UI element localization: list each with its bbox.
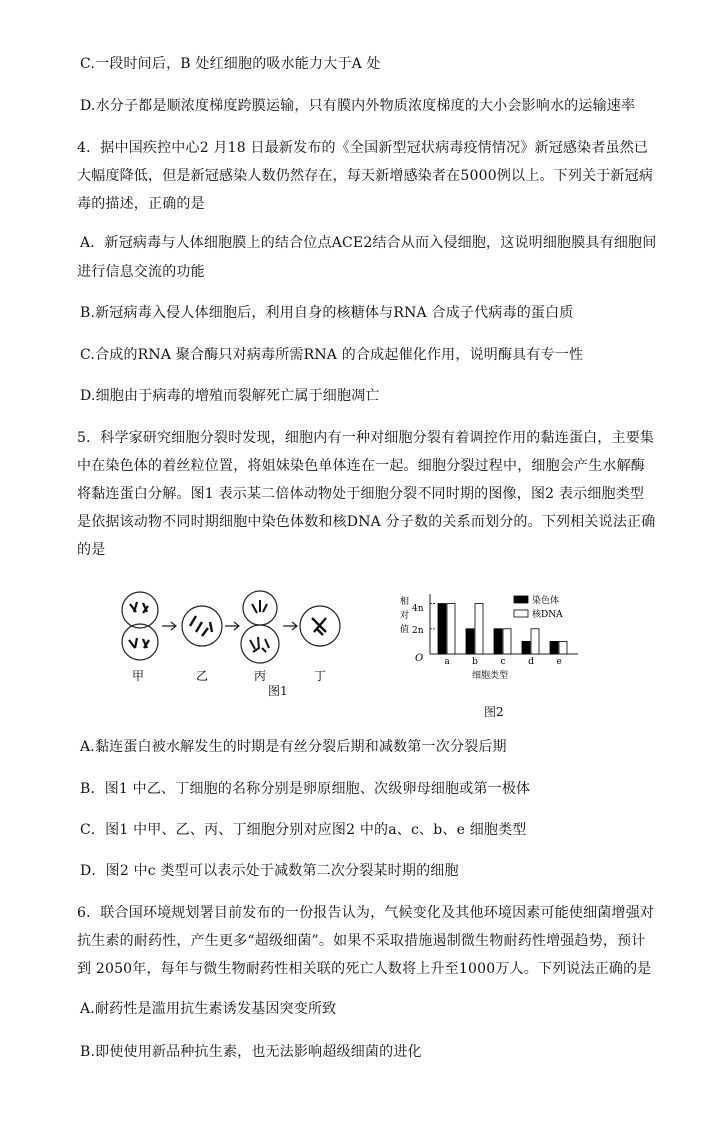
q5-option-d: D．图2 中c 类型可以表示处于减数第二次分裂某时期的细胞 <box>80 863 459 879</box>
bar-e-dna <box>559 641 567 654</box>
q6-stem-line-3: 到 2050年，每年与微生物耐药性相关联的死亡人数将上升至1000万人。下列说法正确的是 <box>77 961 652 977</box>
bar-b-dna <box>475 604 483 654</box>
q5-stem-line-3: 将黏连蛋白分解。图1 表示某二倍体动物处于细胞分裂不同时期的图像，图2 表示细胞类型 <box>77 486 645 502</box>
figure-2-bar-chart <box>390 586 600 686</box>
legend-label-chromosome: 染色体 <box>532 596 560 606</box>
legend-swatch-chromosome <box>514 596 528 603</box>
q5-stem-line-4: 是依据该动物不同时期细胞中染色体数和核DNA 分子数的关系而划分的。下列相关说法正确 <box>77 514 656 530</box>
bar-b-chromosome <box>466 629 474 654</box>
q6-stem-line-2: 抗生素的耐药性，产生更多“超级细菌”。如果不采取措施遏制微生物耐药性增强趋势，预计 <box>77 933 646 949</box>
q6-option-a: A.耐药性是滥用抗生素诱发基因突变所致 <box>80 1001 337 1017</box>
arrow-icon <box>225 622 239 630</box>
q4-stem-line-3: 毒的描述，正确的是 <box>77 196 205 212</box>
q5-option-c: C．图1 中甲、乙、丙、丁细胞分别对应图2 中的a、c、b、e 细胞类型 <box>80 822 527 838</box>
figure-1-caption: 图1 <box>268 684 288 698</box>
cell-yi-icon <box>182 606 222 646</box>
bar-e-chromosome <box>550 641 558 654</box>
q4-stem-line-2: 大幅度降低，但是新冠感染人数仍然存在，每天新增感染者在5000例以上。下列关于新冠病 <box>77 168 654 184</box>
chart-xlabel: 细胞类型 <box>471 671 509 681</box>
x-tick-e: e <box>556 657 562 667</box>
legend-swatch-dna <box>514 610 528 617</box>
chart-ytick-2n: 2n <box>412 626 424 636</box>
legend-label-dna: 核DNA <box>532 610 563 620</box>
bar-d-chromosome <box>522 641 530 654</box>
bar-a-chromosome <box>438 604 446 654</box>
cell-jia-icon <box>122 592 158 660</box>
fig1-label-bing: 丙 <box>253 669 267 683</box>
q5-stem-line-5: 的是 <box>77 542 106 558</box>
q4-option-d: D.细胞由于病毒的增殖而裂解死亡属于细胞凋亡 <box>80 388 380 404</box>
fig1-label-yi: 乙 <box>195 669 209 683</box>
q5-option-b: B．图1 中乙、丁细胞的名称分别是卵原细胞、次级卵母细胞或第一极体 <box>80 781 531 797</box>
bar-c-dna <box>503 629 511 654</box>
figure-1-cell-division <box>110 582 350 692</box>
x-tick-b: b <box>472 657 478 667</box>
q4-stem-line-1: 4．据中国疾控中心2 月18 日最新发布的《全国新型冠状病毒疫情情况》新冠感染者虽然已 <box>77 140 649 156</box>
x-tick-a: a <box>444 657 450 667</box>
q3-option-c: C.一段时间后，B 处红细胞的吸水能力大于A 处 <box>80 56 381 72</box>
q5-option-a: A.黏连蛋白被水解发生的时期是有丝分裂后期和减数第一次分裂后期 <box>80 739 507 755</box>
chart-ylabel-1: 相 <box>400 597 410 607</box>
chart-origin-label: O <box>415 653 424 664</box>
bar-c-chromosome <box>494 629 502 654</box>
chart-ylabel-3: 值 <box>400 625 410 635</box>
q4-option-c: C.合成的RNA 聚合酶只对病毒所需RNA 的合成起催化作用，说明酶具有专一性 <box>80 347 584 363</box>
cell-ding-icon <box>300 606 340 646</box>
q6-stem-line-1: 6．联合国环境规划署目前发布的一份报告认为，气候变化及其他环境因素可能使细菌增强对 <box>77 905 655 921</box>
q5-stem-line-1: 5．科学家研究细胞分裂时发现，细胞内有一种对细胞分裂有着调控作用的黏连蛋白，主要集 <box>77 430 655 446</box>
q4-option-a-line-1: A．新冠病毒与人体细胞膜上的结合位点ACE2结合从而入侵细胞，这说明细胞膜具有细胞间 <box>80 235 657 251</box>
q6-option-b: B.即使使用新品种抗生素，也无法影响超级细菌的进化 <box>80 1044 422 1060</box>
x-tick-c: c <box>500 657 506 667</box>
q3-option-d: D.水分子都是顺浓度梯度跨膜运输，只有膜内外物质浓度梯度的大小会影响水的运输速率 <box>80 98 636 114</box>
bar-d-dna <box>531 629 539 654</box>
fig1-label-ding: 丁 <box>313 669 327 683</box>
fig1-label-jia: 甲 <box>131 669 145 683</box>
q5-stem-line-2: 中在染色体的着丝粒位置，将姐妹染色单体连在一起。细胞分裂过程中，细胞会产生水解酶 <box>77 458 645 474</box>
bar-a-dna <box>447 604 455 654</box>
arrow-icon <box>283 622 297 630</box>
q4-option-a-line-2: 进行信息交流的功能 <box>77 264 205 280</box>
cell-bing-icon <box>241 591 279 663</box>
q4-option-b: B.新冠病毒入侵人体细胞后，利用自身的核糖体与RNA 合成子代病毒的蛋白质 <box>80 305 574 321</box>
x-tick-d: d <box>528 657 534 667</box>
arrow-icon <box>162 622 176 630</box>
chart-ylabel-2: 对 <box>400 611 410 621</box>
chart-ytick-4n: 4n <box>412 604 424 614</box>
figure-2-caption: 图2 <box>484 705 504 719</box>
